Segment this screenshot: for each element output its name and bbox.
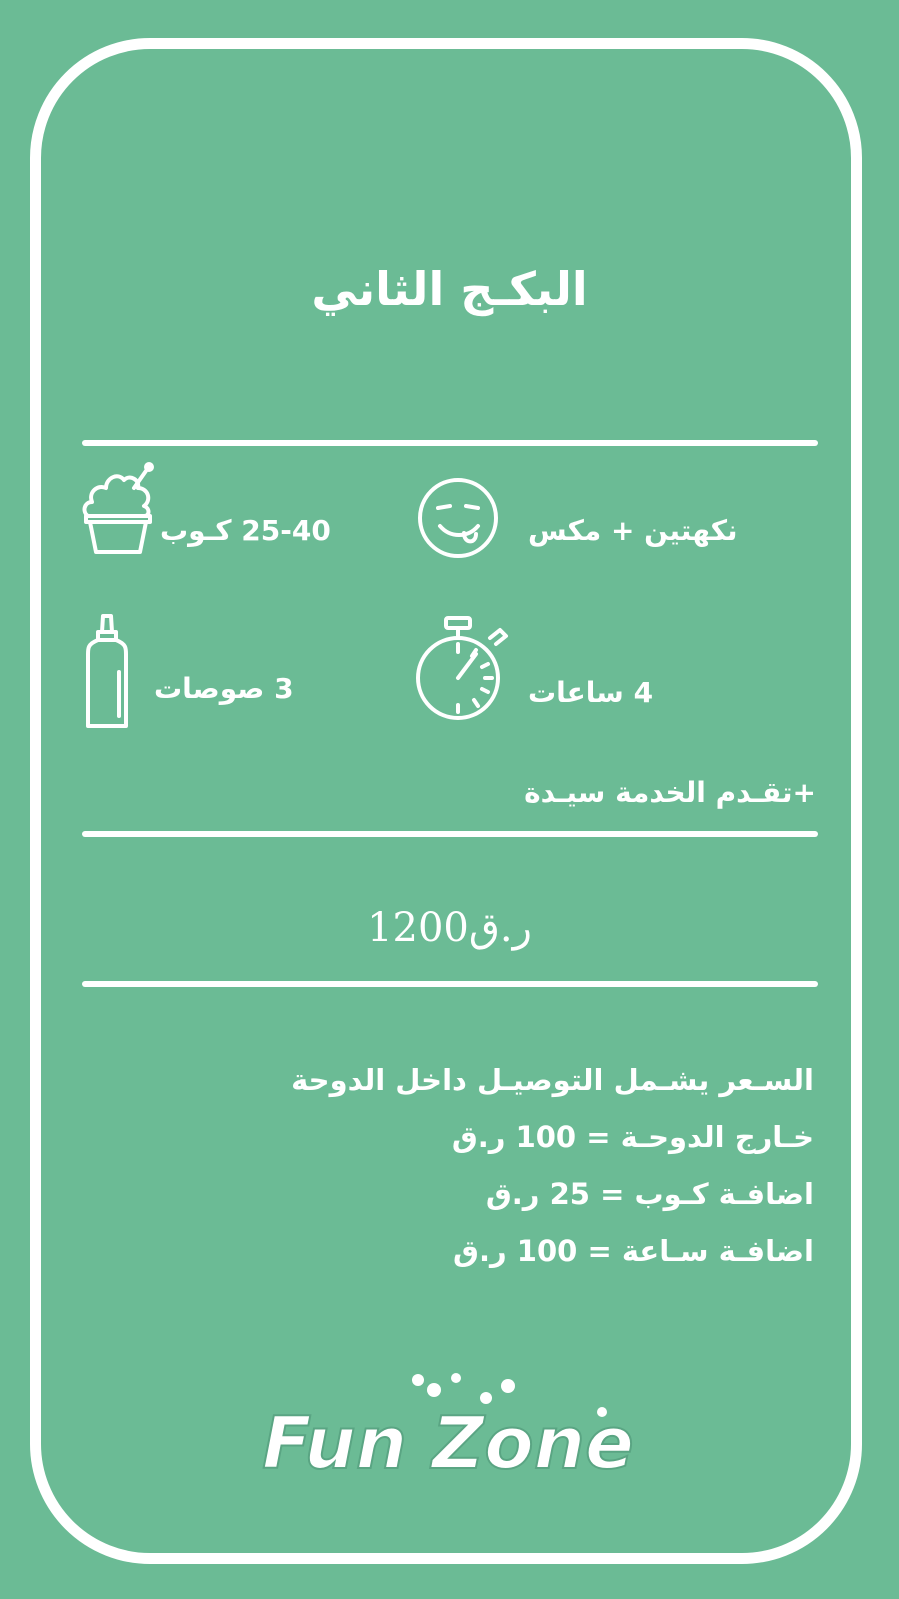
- tongue-smiley-icon: [416, 476, 500, 560]
- svg-text:Fun Zone: Fun Zone: [262, 1401, 634, 1485]
- sauces-label: 3 صوصات: [154, 672, 294, 705]
- note-outside-doha: خـارج الدوحـة = 100 ر.ق: [451, 1120, 814, 1154]
- cups-label: 25-40 كـوب: [160, 514, 331, 547]
- extra-service-label: +تقـدم الخدمة سيـدة: [524, 776, 816, 809]
- note-delivery: السـعر يشـمل التوصيـل داخل الدوحة: [291, 1063, 814, 1097]
- stopwatch-icon: [414, 614, 510, 722]
- sauce-bottle-icon: [82, 612, 132, 732]
- pricing-notes: [291, 1052, 814, 1280]
- divider-middle: [82, 831, 818, 837]
- divider-bottom: [82, 981, 818, 987]
- package-title: البكـج الثاني: [311, 262, 588, 316]
- duration-label: 4 ساعات: [528, 676, 654, 709]
- fun-zone-logo-graphic: [258, 1368, 638, 1498]
- note-extra-cup: اضافـة كـوب = 25 ر.ق: [485, 1177, 814, 1211]
- fun-zone-logo: [258, 1368, 638, 1502]
- note-extra-hour: اضافـة سـاعة = 100 ر.ق: [453, 1234, 814, 1268]
- divider-top: [82, 440, 818, 446]
- price-amount: 1200ر.ق: [367, 905, 532, 951]
- ice-cream-cup-icon: [78, 462, 158, 557]
- flavors-label: نكهتين + مكس: [528, 514, 738, 547]
